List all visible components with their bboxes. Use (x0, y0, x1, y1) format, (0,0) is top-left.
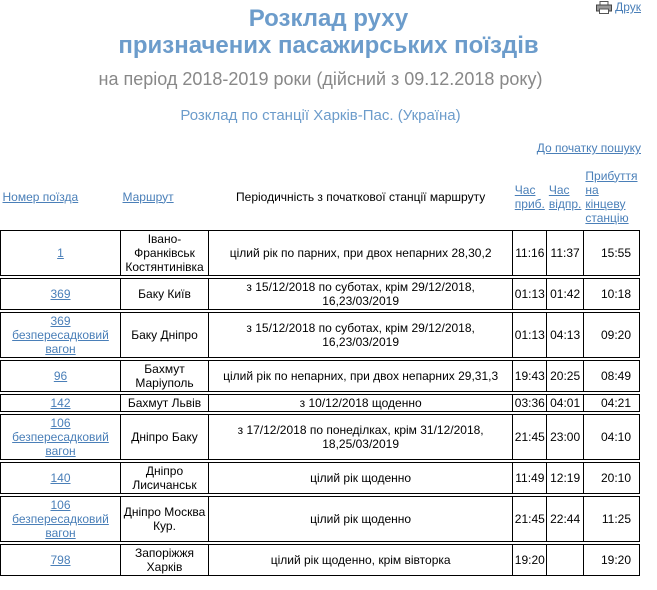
col-train-number[interactable]: Номер поїзда (2, 189, 79, 204)
departure-cell: 01:42 (547, 279, 584, 310)
arrival-cell: 01:13 (513, 279, 547, 310)
departure-cell: 23:00 (547, 415, 584, 460)
train-number-link[interactable]: 96 (1, 361, 121, 392)
train-number-link[interactable]: 369 (1, 279, 121, 310)
period-subtitle: на період 2018-2019 роки (дійсний з 09.12.2018 року) (98, 69, 543, 89)
table-header-row (1, 165, 640, 228)
schedule-table (0, 165, 640, 576)
train-number-link[interactable]: 140 (1, 463, 121, 494)
route-cell: Баку Київ (121, 279, 209, 310)
station-heading: Розклад по станції Харків-Пас. (Україна) (180, 107, 461, 124)
final-arrival-cell: 10:18 (583, 279, 639, 310)
arrival-cell: 19:43 (513, 361, 547, 392)
route-cell: Дніпро Лисичанськ (121, 463, 209, 494)
route-cell: Запоріжжя Харків (121, 545, 209, 576)
route-cell: Дніпро Москва Кур. (121, 497, 209, 542)
departure-cell: 11:37 (547, 231, 584, 276)
departure-cell: 22:44 (547, 497, 584, 542)
departure-cell (547, 545, 584, 576)
table-row (1, 545, 640, 576)
train-number-link[interactable]: 798 (1, 545, 121, 576)
train-number-link[interactable]: 1 (1, 231, 121, 276)
final-arrival-cell: 04:10 (583, 415, 639, 460)
periodicity-cell: з 17/12/2018 по понеділках, крім 31/12/2018, 18,25/03/2019 (209, 415, 513, 460)
train-number-link[interactable]: 369 безпересадковий вагон (1, 313, 121, 358)
final-arrival-cell: 09:20 (583, 313, 639, 358)
arrival-cell: 01:13 (513, 313, 547, 358)
arrival-cell: 19:20 (513, 545, 547, 576)
periodicity-cell: цілий рік щоденно (209, 463, 513, 494)
departure-cell: 12:19 (547, 463, 584, 494)
page-title-line2: призначених пасажирських поїздів (118, 32, 539, 59)
col-final-arrival[interactable]: Прибуття на кінцеву станцію (585, 168, 638, 225)
table-row (1, 231, 640, 276)
final-arrival-cell: 11:25 (583, 497, 639, 542)
final-arrival-cell: 20:10 (583, 463, 639, 494)
periodicity-cell: цілий рік по непарних, при двох непарних 29,31,3 (209, 361, 513, 392)
departure-cell: 04:01 (547, 395, 584, 412)
arrival-cell: 21:45 (513, 497, 547, 542)
route-cell: Баку Дніпро (121, 313, 209, 358)
arrival-cell: 11:49 (513, 463, 547, 494)
periodicity-cell: цілий рік щоденно (209, 497, 513, 542)
table-row (1, 279, 640, 310)
arrival-cell: 21:45 (513, 415, 547, 460)
print-link-label[interactable]: Друк (615, 0, 641, 14)
train-number-link[interactable]: 106 безпересадковий вагон (1, 415, 121, 460)
periodicity-cell: з 15/12/2018 по суботах, крім 29/12/2018, 16,23/03/2019 (209, 279, 513, 310)
departure-cell: 04:13 (547, 313, 584, 358)
train-number-link[interactable]: 106 безпересадковий вагон (1, 497, 121, 542)
table-row (1, 313, 640, 358)
table-row (1, 463, 640, 494)
table-row (1, 415, 640, 460)
col-departure[interactable]: Час відпр. (548, 182, 582, 211)
back-to-search-link[interactable]: До початку пошуку (536, 141, 641, 155)
final-arrival-cell: 04:21 (583, 395, 639, 412)
departure-cell: 20:25 (547, 361, 584, 392)
periodicity-cell: з 10/12/2018 щоденно (209, 395, 513, 412)
periodicity-cell: цілий рік щоденно, крім вівторка (209, 545, 513, 576)
route-cell: Бахмут Маріуполь (121, 361, 209, 392)
table-row (1, 497, 640, 542)
final-arrival-cell: 15:55 (583, 231, 639, 276)
final-arrival-cell: 08:49 (583, 361, 639, 392)
col-route[interactable]: Маршрут (122, 189, 174, 204)
route-cell: Дніпро Баку (121, 415, 209, 460)
route-cell: Івано-Франківськ Костянтинівка (121, 231, 209, 276)
col-periodicity: Періодичність з початкової станції маршруту (236, 189, 486, 204)
periodicity-cell: цілий рік по парних, при двох непарних 28,30,2 (209, 231, 513, 276)
table-row (1, 395, 640, 412)
final-arrival-cell: 19:20 (583, 545, 639, 576)
arrival-cell: 11:16 (513, 231, 547, 276)
schedule-rows (1, 228, 640, 576)
arrival-cell: 03:36 (513, 395, 547, 412)
table-row (1, 361, 640, 392)
col-arrival[interactable]: Час приб. (514, 182, 545, 211)
route-cell: Бахмут Львів (121, 395, 209, 412)
periodicity-cell: з 15/12/2018 по суботах, крім 29/12/2018, 16,23/03/2019 (209, 313, 513, 358)
page-title-line1: Розклад руху (248, 5, 409, 32)
train-number-link[interactable]: 142 (1, 395, 121, 412)
